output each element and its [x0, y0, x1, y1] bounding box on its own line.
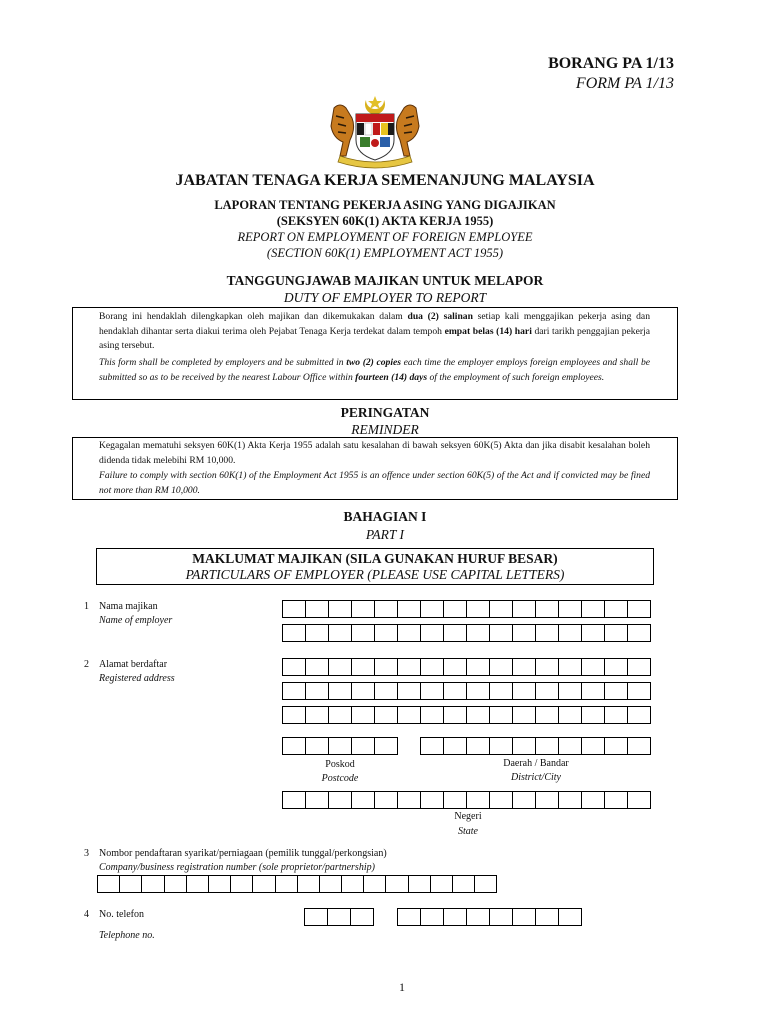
state-input[interactable]: [282, 791, 650, 809]
character-box[interactable]: [581, 737, 605, 755]
form-code: BORANG PA 1/13: [548, 55, 674, 72]
character-box[interactable]: [443, 737, 467, 755]
character-box[interactable]: [512, 624, 536, 642]
character-box[interactable]: [275, 875, 298, 893]
character-box[interactable]: [627, 791, 651, 809]
character-box[interactable]: [230, 875, 253, 893]
character-box[interactable]: [604, 658, 628, 676]
character-box[interactable]: [604, 682, 628, 700]
character-box[interactable]: [558, 737, 582, 755]
character-box[interactable]: [186, 875, 209, 893]
character-box[interactable]: [581, 791, 605, 809]
character-box[interactable]: [420, 737, 444, 755]
character-box[interactable]: [327, 908, 351, 926]
telephone-number-input[interactable]: [397, 908, 581, 926]
character-box[interactable]: [604, 737, 628, 755]
character-box[interactable]: [535, 737, 559, 755]
reminder-text-ms: Kegagalan mematuhi seksyen 60K(1) Akta Kerja 1955 adalah satu kesalahan di bawah seksyen 60K(5) Akta dan jika disabit kesalahan boleh didenda tidak melebihi RM 10,000.: [99, 440, 650, 466]
character-box[interactable]: [351, 624, 375, 642]
address-grid-1[interactable]: [282, 658, 650, 676]
employer-name-grid-2[interactable]: [282, 624, 650, 642]
character-box[interactable]: [397, 600, 421, 618]
character-box[interactable]: [328, 737, 352, 755]
character-box[interactable]: [512, 908, 536, 926]
part-heading: BAHAGIAN I: [343, 509, 427, 524]
registration-number-label-en: Company/business registration number (sole proprietor/partnership): [99, 862, 375, 873]
character-box[interactable]: [535, 624, 559, 642]
character-box[interactable]: [581, 624, 605, 642]
character-box[interactable]: [328, 624, 352, 642]
character-box[interactable]: [328, 658, 352, 676]
character-box[interactable]: [443, 706, 467, 724]
character-box[interactable]: [443, 908, 467, 926]
character-box[interactable]: [119, 875, 142, 893]
form-code-en: FORM PA 1/13: [575, 75, 674, 92]
character-box[interactable]: [385, 875, 408, 893]
character-box[interactable]: [397, 624, 421, 642]
character-box[interactable]: [351, 658, 375, 676]
character-box[interactable]: [466, 706, 490, 724]
character-box[interactable]: [420, 682, 444, 700]
character-box[interactable]: [420, 908, 444, 926]
character-box[interactable]: [512, 658, 536, 676]
address-label: Alamat berdaftar: [99, 659, 168, 670]
reminder-text-en: Failure to comply with section 60K(1) of the Employment Act 1955 is an offence under section 60K(5) of the Act and if convicted may be fined not more than RM 10,000.: [99, 470, 650, 496]
report-section-ms: (SEKSYEN 60K(1) AKTA KERJA 1955): [276, 214, 494, 228]
character-box[interactable]: [535, 791, 559, 809]
character-box[interactable]: [397, 908, 421, 926]
character-box[interactable]: [604, 600, 628, 618]
character-box[interactable]: [489, 624, 513, 642]
character-box[interactable]: [420, 600, 444, 618]
character-box[interactable]: [374, 624, 398, 642]
registration-number-label: Nombor pendaftaran syarikat/perniagaan (pemilik tunggal/perkongsian): [99, 848, 387, 859]
character-box[interactable]: [466, 682, 490, 700]
character-box[interactable]: [512, 600, 536, 618]
character-box[interactable]: [489, 706, 513, 724]
character-box[interactable]: [558, 908, 582, 926]
page-number: 1: [399, 980, 405, 994]
character-box[interactable]: [363, 875, 386, 893]
character-box[interactable]: [627, 682, 651, 700]
character-box[interactable]: [627, 737, 651, 755]
character-box[interactable]: [558, 624, 582, 642]
character-box[interactable]: [535, 658, 559, 676]
character-box[interactable]: [535, 682, 559, 700]
employer-particulars-box: [96, 548, 654, 585]
employer-name-label: Nama majikan: [99, 601, 158, 612]
field-number: 2: [84, 659, 89, 670]
telephone-area-code-input[interactable]: [304, 908, 373, 926]
character-box[interactable]: [305, 624, 329, 642]
state-label: Negeri: [454, 811, 482, 822]
character-box[interactable]: [374, 706, 398, 724]
district-input[interactable]: [420, 737, 650, 755]
character-box[interactable]: [558, 682, 582, 700]
character-box[interactable]: [305, 600, 329, 618]
character-box[interactable]: [443, 682, 467, 700]
character-box[interactable]: [328, 706, 352, 724]
employer-particulars-title: MAKLUMAT MAJIKAN (SILA GUNAKAN HURUF BESAR): [192, 551, 558, 566]
character-box[interactable]: [443, 658, 467, 676]
character-box[interactable]: [351, 682, 375, 700]
character-box[interactable]: [558, 706, 582, 724]
character-box[interactable]: [512, 737, 536, 755]
character-box[interactable]: [374, 600, 398, 618]
character-box[interactable]: [558, 791, 582, 809]
character-box[interactable]: [374, 737, 398, 755]
duty-text-ms: Borang ini hendaklah dilengkapkan oleh majikan dan dikemukakan dalam dua (2) salinan setiap kali menggajikan pekerja asing dan hendaklah dihantar serta diakui terima oleh Pejabat Tenaga Kerja terdekat dalam tempoh empat belas (14) hari dari tarikh penggajian pekerja asing tersebut.: [99, 311, 650, 351]
character-box[interactable]: [420, 658, 444, 676]
character-box[interactable]: [474, 875, 497, 893]
telephone-label: No. telefon: [99, 909, 144, 920]
district-label: Daerah / Bandar: [503, 758, 569, 769]
character-box[interactable]: [581, 658, 605, 676]
character-box[interactable]: [351, 791, 375, 809]
field-number: 4: [84, 909, 89, 920]
character-box[interactable]: [374, 682, 398, 700]
duty-heading: TANGGUNGJAWAB MAJIKAN UNTUK MELAPOR: [226, 273, 544, 288]
character-box[interactable]: [397, 791, 421, 809]
character-box[interactable]: [466, 737, 490, 755]
character-box[interactable]: [319, 875, 342, 893]
character-box[interactable]: [252, 875, 275, 893]
character-box[interactable]: [374, 791, 398, 809]
character-box[interactable]: [420, 624, 444, 642]
character-box[interactable]: [512, 706, 536, 724]
state-label-en: State: [458, 826, 478, 837]
character-box[interactable]: [489, 658, 513, 676]
character-box[interactable]: [581, 600, 605, 618]
character-box[interactable]: [535, 706, 559, 724]
character-box[interactable]: [627, 624, 651, 642]
postcode-label: Poskod: [325, 759, 355, 770]
report-title-ms: LAPORAN TENTANG PEKERJA ASING YANG DIGAJIKAN: [214, 198, 556, 212]
part-heading-en: PART I: [365, 527, 405, 542]
character-box[interactable]: [627, 600, 651, 618]
character-box[interactable]: [297, 875, 320, 893]
character-box[interactable]: [282, 682, 306, 700]
character-box[interactable]: [627, 658, 651, 676]
telephone-label-en: Telephone no.: [99, 930, 155, 941]
field-number: 3: [84, 848, 89, 859]
character-box[interactable]: [627, 706, 651, 724]
character-box[interactable]: [282, 737, 306, 755]
character-box[interactable]: [305, 706, 329, 724]
postcode-input[interactable]: [282, 737, 397, 755]
character-box[interactable]: [328, 682, 352, 700]
character-box[interactable]: [282, 658, 306, 676]
character-box[interactable]: [604, 624, 628, 642]
department-title: JABATAN TENAGA KERJA SEMENANJUNG MALAYSIA: [175, 172, 595, 189]
character-box[interactable]: [512, 682, 536, 700]
character-box[interactable]: [397, 682, 421, 700]
employer-name-grid-1[interactable]: [282, 600, 650, 618]
field-number: 1: [84, 601, 89, 612]
character-box[interactable]: [535, 908, 559, 926]
duty-notice-box: [72, 307, 678, 400]
character-box[interactable]: [489, 908, 513, 926]
character-box[interactable]: [374, 658, 398, 676]
character-box[interactable]: [397, 706, 421, 724]
duty-heading-en: DUTY OF EMPLOYER TO REPORT: [283, 290, 487, 305]
character-box[interactable]: [535, 600, 559, 618]
address-grid-3[interactable]: [282, 706, 650, 724]
character-box[interactable]: [604, 791, 628, 809]
character-box[interactable]: [558, 658, 582, 676]
character-box[interactable]: [397, 658, 421, 676]
character-box[interactable]: [443, 624, 467, 642]
character-box[interactable]: [304, 908, 328, 926]
character-box[interactable]: [351, 600, 375, 618]
character-box[interactable]: [328, 791, 352, 809]
character-box[interactable]: [466, 791, 490, 809]
character-box[interactable]: [408, 875, 431, 893]
employer-particulars-title-en: PARTICULARS OF EMPLOYER (PLEASE USE CAPITAL LETTERS): [185, 567, 565, 582]
registration-number-grid[interactable]: [97, 875, 496, 893]
character-box[interactable]: [581, 682, 605, 700]
character-box[interactable]: [466, 908, 490, 926]
character-box[interactable]: [282, 791, 306, 809]
character-box[interactable]: [489, 791, 513, 809]
postcode-label-en: Postcode: [321, 773, 359, 784]
character-box[interactable]: [282, 624, 306, 642]
address-label-en: Registered address: [99, 673, 175, 684]
character-box[interactable]: [208, 875, 231, 893]
character-box[interactable]: [351, 706, 375, 724]
malaysia-coat-of-arms-icon: [326, 94, 424, 170]
character-box[interactable]: [558, 600, 582, 618]
reminder-notice-box: [72, 437, 678, 500]
character-box[interactable]: [305, 658, 329, 676]
character-box[interactable]: [604, 706, 628, 724]
character-box[interactable]: [282, 706, 306, 724]
character-box[interactable]: [164, 875, 187, 893]
address-grid-2[interactable]: [282, 682, 650, 700]
character-box[interactable]: [466, 658, 490, 676]
report-title-en: REPORT ON EMPLOYMENT OF FOREIGN EMPLOYEE: [237, 230, 533, 244]
character-box[interactable]: [489, 600, 513, 618]
character-box[interactable]: [443, 600, 467, 618]
character-box[interactable]: [97, 875, 120, 893]
character-box[interactable]: [350, 908, 374, 926]
character-box[interactable]: [420, 791, 444, 809]
character-box[interactable]: [466, 600, 490, 618]
character-box[interactable]: [489, 682, 513, 700]
character-box[interactable]: [305, 682, 329, 700]
character-box[interactable]: [141, 875, 164, 893]
character-box[interactable]: [512, 791, 536, 809]
character-box[interactable]: [328, 600, 352, 618]
character-box[interactable]: [351, 737, 375, 755]
reminder-heading: PERINGATAN: [340, 405, 430, 420]
character-box[interactable]: [452, 875, 475, 893]
character-box[interactable]: [341, 875, 364, 893]
character-box[interactable]: [489, 737, 513, 755]
character-box[interactable]: [443, 791, 467, 809]
character-box[interactable]: [430, 875, 453, 893]
duty-text-en: This form shall be completed by employers and be submitted in two (2) copies each time the employer employs foreign employees and shall be submitted so as to be received by the nearest Labour Office within fourteen (14) days of the employment of such foreign employees.: [99, 357, 650, 383]
character-box[interactable]: [305, 791, 329, 809]
report-section-en: (SECTION 60K(1) EMPLOYMENT ACT 1955): [266, 246, 504, 260]
district-label-en: District/City: [511, 772, 561, 783]
character-box[interactable]: [420, 706, 444, 724]
reminder-heading-en: REMINDER: [351, 422, 419, 437]
character-box[interactable]: [466, 624, 490, 642]
character-box[interactable]: [581, 706, 605, 724]
employer-name-label-en: Name of employer: [99, 615, 173, 626]
character-box[interactable]: [282, 600, 306, 618]
character-box[interactable]: [305, 737, 329, 755]
